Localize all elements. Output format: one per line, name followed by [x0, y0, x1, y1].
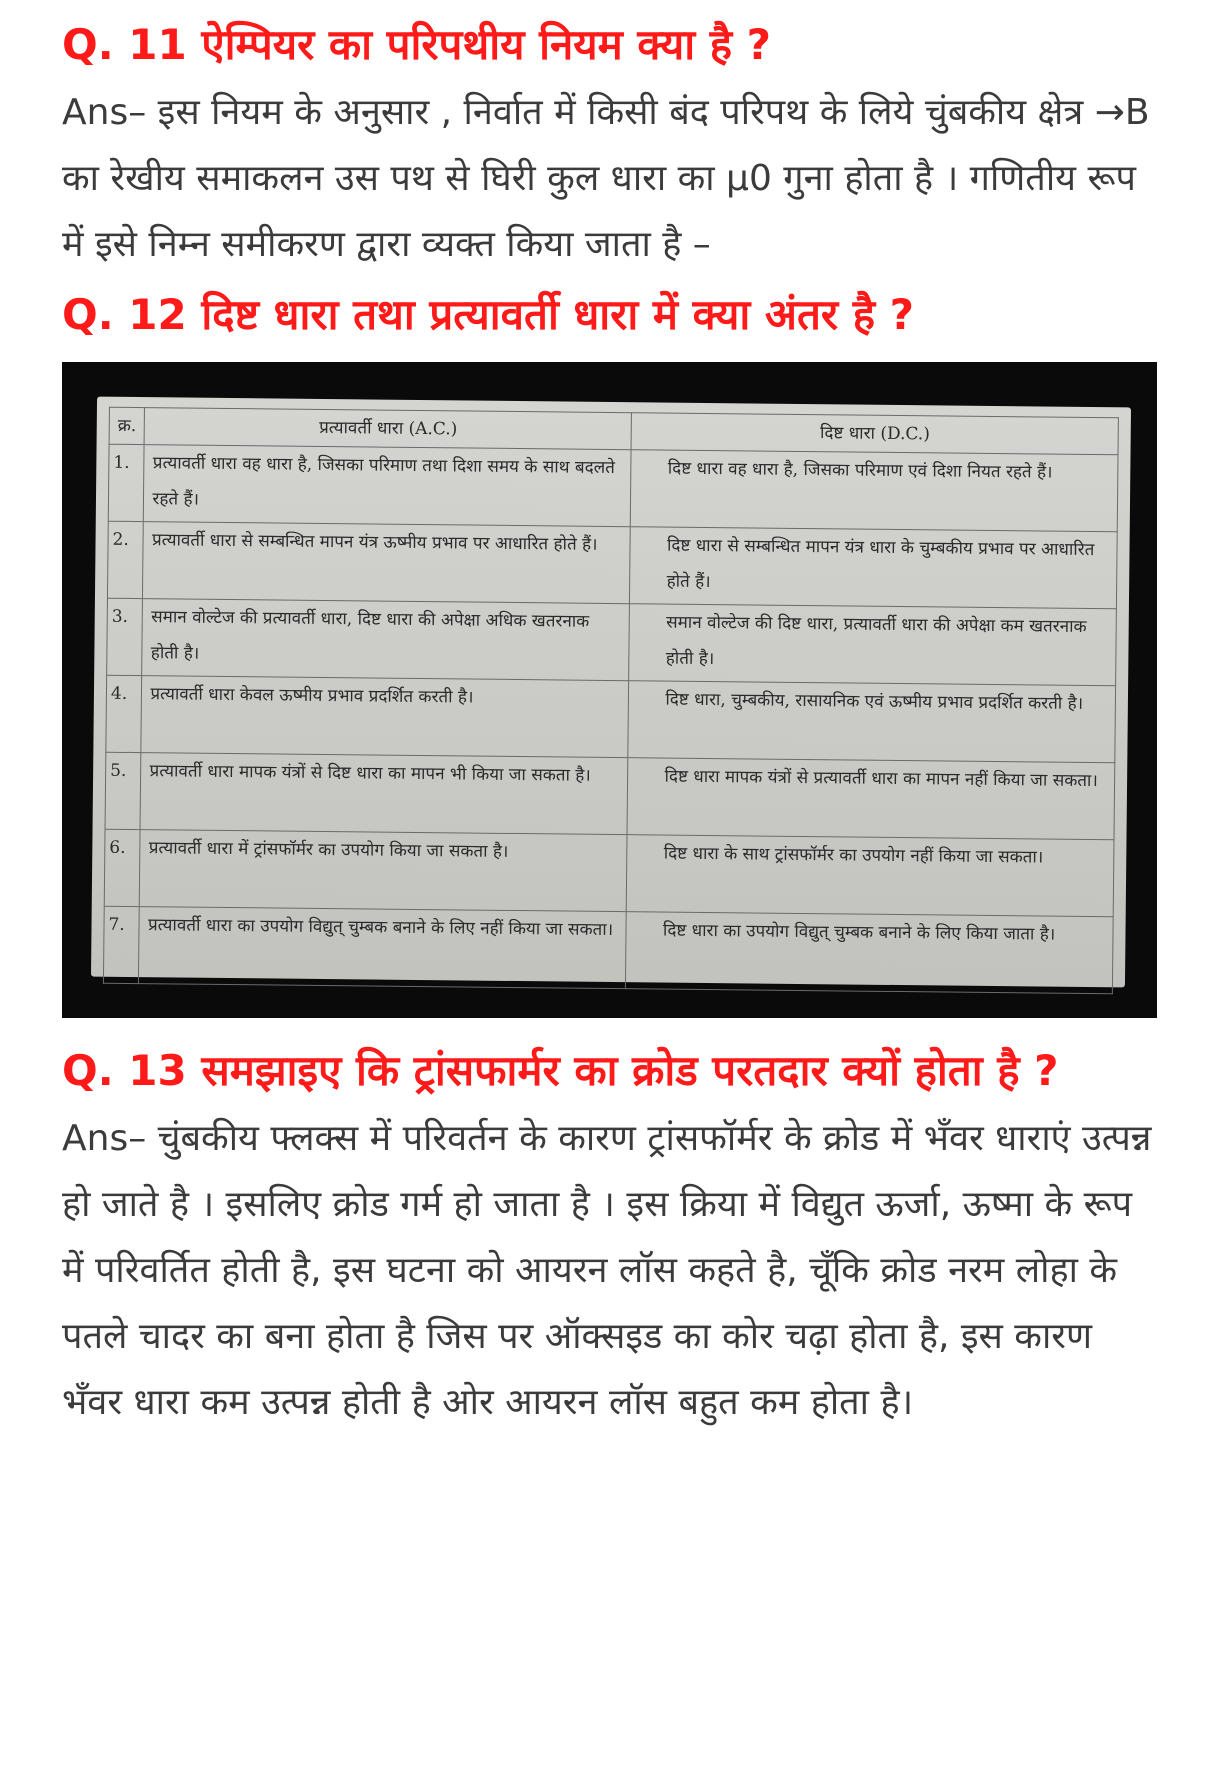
- row-ac-cell: प्रत्यावर्ती धारा केवल ऊष्मीय प्रभाव प्रदर्शित करती है।: [141, 676, 629, 758]
- answer-11-text: Ans– इस नियम के अनुसार , निर्वात में किसी बंद परिपथ के लिये चुंबकीय क्षेत्र →B का रेखीय समाकलन उस पथ से घिरी कुल धारा का μ0 गुना होता है । गणितीय रूप में इसे निम्न समीकरण द्वारा व्यक्त किया जाता है –: [62, 92, 1150, 265]
- table-row: [108, 444, 1118, 532]
- row-dc-cell: दिष्ट धारा वह धारा है, जिसका परिमाण एवं दिशा नियत रहते हैं।: [631, 450, 1118, 532]
- question-12-heading: Q. 12 दिष्ट धारा तथा प्रत्यावर्ती धारा में क्या अंतर है ?: [62, 290, 915, 339]
- row-serial: 1.: [108, 444, 144, 521]
- row-dc-cell: दिष्ट धारा का उपयोग विद्युत् चुम्बक बनाने के लिए किया जाता है।: [626, 912, 1113, 994]
- row-ac-cell: प्रत्यावर्ती धारा वह धारा है, जिसका परिमाण तथा दिशा समय के साथ बदलते रहते हैं।: [144, 445, 632, 527]
- row-ac-cell: प्रत्यावर्ती धारा का उपयोग विद्युत् चुम्बक बनाने के लिए नहीं किया जा सकता।: [139, 907, 627, 989]
- row-serial: 3.: [107, 598, 143, 675]
- row-dc-cell: दिष्ट धारा, चुम्बकीय, रासायनिक एवं ऊष्मीय प्रभाव प्रदर्शित करती है।: [628, 681, 1115, 763]
- row-dc-cell: दिष्ट धारा मापक यंत्रों से प्रत्यावर्ती धारा का मापन नहीं किया जा सकता।: [627, 758, 1114, 840]
- article-content: [62, 10, 1160, 1436]
- row-dc-cell: समान वोल्टेज की दिष्ट धारा, प्रत्यावर्ती धारा की अपेक्षा कम खतरनाक होती है।: [629, 604, 1116, 686]
- ac-dc-comparison-table: [103, 407, 1119, 995]
- header-dc: दिष्ट धारा (D.C.): [632, 413, 1119, 455]
- row-ac-cell: समान वोल्टेज की प्रत्यावर्ती धारा, दिष्ट धारा की अपेक्षा अधिक खतरनाक होती है।: [142, 599, 630, 681]
- row-serial: 4.: [106, 675, 142, 752]
- table-row: [106, 675, 1116, 763]
- ac-dc-comparison-photo: [62, 362, 1157, 1018]
- table-row: [105, 752, 1115, 840]
- row-ac-cell: प्रत्यावर्ती धारा से सम्बन्धित मापन यंत्र ऊष्मीय प्रभाव पर आधारित होते हैं।: [143, 522, 631, 604]
- header-ac: प्रत्यावर्ती धारा (A.C.): [145, 408, 632, 450]
- question-13-heading: Q. 13 समझाइए कि ट्रांसफार्मर का क्रोड परतदार क्यों होता है ?: [62, 1046, 1059, 1095]
- row-serial: 7.: [103, 906, 139, 983]
- header-serial: क्र.: [109, 407, 145, 444]
- textbook-page: [91, 397, 1131, 988]
- row-ac-cell: प्रत्यावर्ती धारा में ट्रांसफॉर्मर का उपयोग किया जा सकता है।: [140, 830, 628, 912]
- table-row: [103, 906, 1113, 994]
- row-dc-cell: दिष्ट धारा के साथ ट्रांसफॉर्मर का उपयोग नहीं किया जा सकता।: [627, 835, 1114, 917]
- row-serial: 5.: [105, 752, 141, 829]
- row-dc-cell: दिष्ट धारा से सम्बन्धित मापन यंत्र धारा के चुम्बकीय प्रभाव पर आधारित होते हैं।: [630, 527, 1117, 609]
- row-ac-cell: प्रत्यावर्ती धारा मापक यंत्रों से दिष्ट धारा का मापन भी किया जा सकता है।: [141, 753, 629, 835]
- question-11-heading: Q. 11 ऐम्पियर का परिपथीय नियम क्या है ?: [62, 20, 771, 69]
- answer-13-text: Ans– चुंबकीय फ्लक्स में परिवर्तन के कारण ट्रांसफॉर्मर के क्रोड में भँवर धाराएं उत्पन्न हो जाते है । इसलिए क्रोड गर्म हो जाता है । इस क्रिया में विद्युत ऊर्जा, ऊष्मा के रूप में परिवर्तित होती है, इस घटना को आयरन लॉस कहते है, चूँकि क्रोड नरम लोहा के पतले चादर का बना होता है जिस पर ऑक्सइड का कोर चढ़ा होता है, इस कारण भँवर धारा कम उत्पन्न होती है ओर आयरन लॉस बहुत कम होता है।: [62, 1118, 1152, 1423]
- table-row: [107, 598, 1117, 686]
- row-serial: 2.: [107, 521, 143, 598]
- table-row: [104, 829, 1114, 917]
- table-row: [107, 521, 1117, 609]
- row-serial: 6.: [104, 829, 140, 906]
